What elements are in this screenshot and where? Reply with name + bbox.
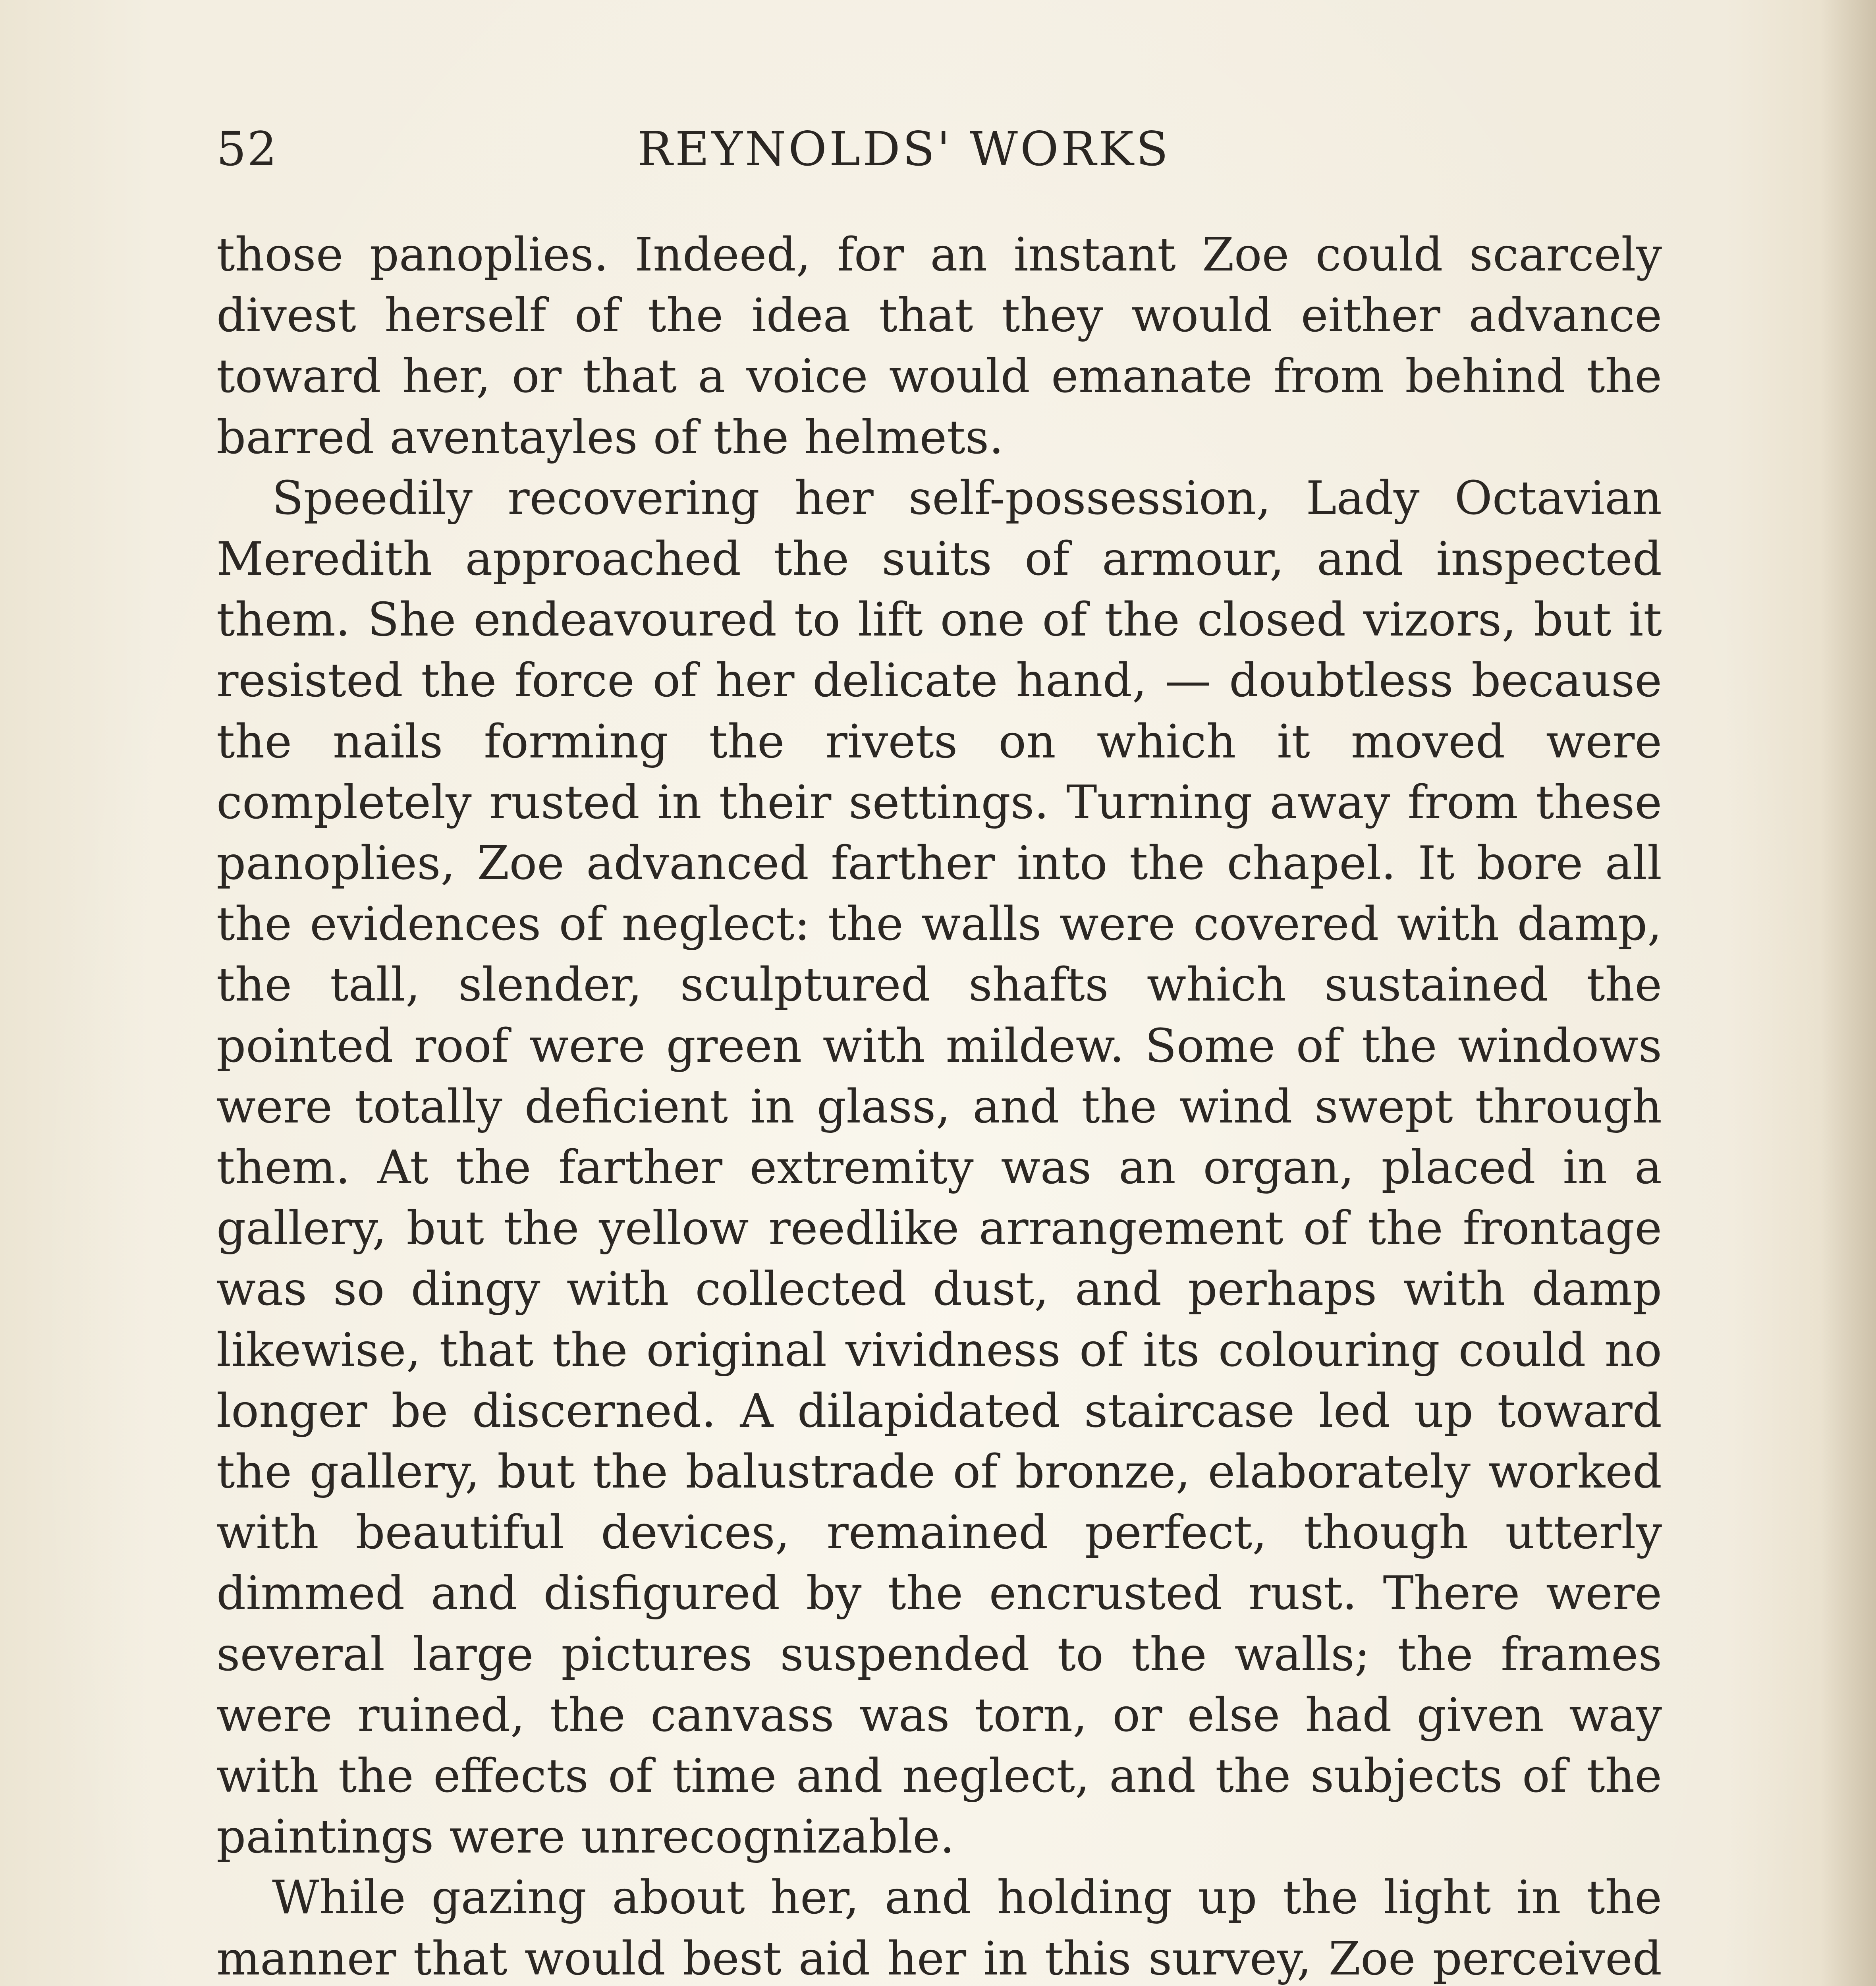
page-edge-shadow <box>1820 0 1876 1986</box>
paragraph-continued: those panoplies. Indeed, for an instant Zoe could scarcely divest herself of the idea that they would either advance toward her, or that a voice would emanate from behind the barred aventayles of the helmets. <box>216 228 1662 464</box>
running-title: REYNOLDS' WORKS <box>637 122 1171 176</box>
running-head <box>216 119 1662 179</box>
paragraph: Speedily recovering her self-possession, Lady Octavian Meredith approached the suits of armour, and inspected them. She endeavoured to lift one of the closed vizors, but it resisted the force of her delicate hand, — doubtless because the nails forming the rivets on which it moved were completely rusted in their settings. Turning away from these panoplies, Zoe advanced farther into the chapel. It bore all the evidences of neglect: the walls were covered with damp, the tall, slender, sculptured shafts which sustained the pointed roof were green with mildew. Some of the windows were totally deficient in glass, and the wind swept through them. At the farther extremity was an organ, placed in a gallery, but the yellow reedlike arrangement of the frontage was so dingy with collected dust, and perhaps with damp likewise, that the original vividness of its colouring could no longer be discerned. A dilapidated staircase led up toward the gallery, but the balustrade of bronze, elaborately worked with beautiful devices, remained perfect, though utterly dimmed and disfigured by the encrusted rust. There were several large pictures suspended to the walls; the frames were ruined, the canvass was torn, or else had given way with the effects of time and neglect, and the subjects of the paintings were unrecognizable. <box>216 471 1662 1864</box>
body-text <box>216 224 1662 1986</box>
page-number: 52 <box>216 122 278 176</box>
paragraph: While gazing about her, and holding up the light in the manner that would best aid her in this survey, Zoe perceived <box>216 1871 1662 1986</box>
